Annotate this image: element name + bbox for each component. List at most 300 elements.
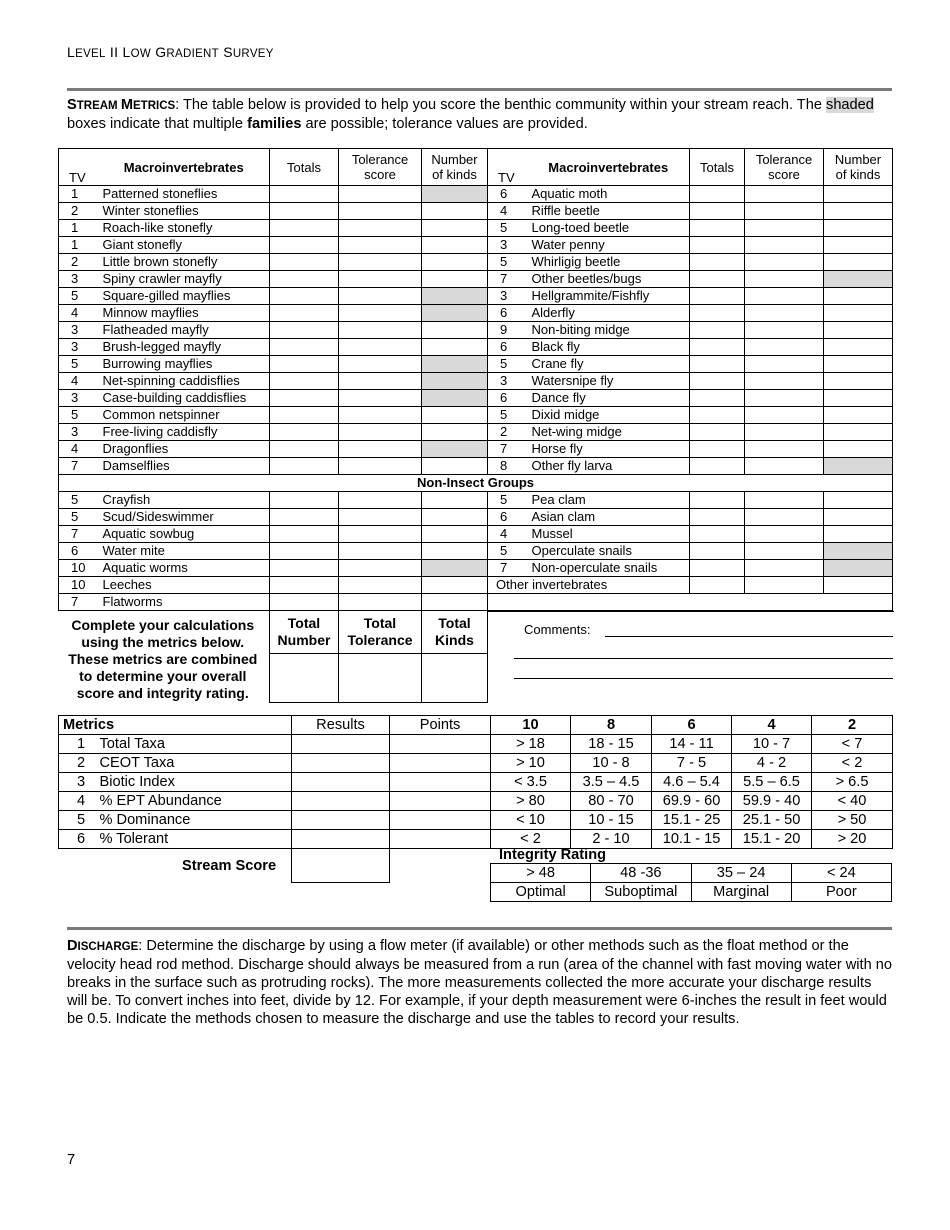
totals-input[interactable] (690, 441, 745, 458)
tolerance-input[interactable] (745, 186, 824, 203)
metric-number: 1 (59, 735, 100, 754)
kinds-input[interactable] (824, 509, 893, 526)
kinds-input[interactable] (824, 356, 893, 373)
stream-score-input[interactable] (291, 846, 390, 883)
tolerance-input[interactable] (745, 305, 824, 322)
totals-input[interactable] (690, 577, 745, 594)
tolerance-input[interactable] (745, 441, 824, 458)
tolerance-input[interactable] (745, 526, 824, 543)
kinds-input[interactable] (824, 560, 893, 577)
tv-value: 5 (488, 220, 528, 237)
kinds-input[interactable] (824, 254, 893, 271)
totals-input[interactable] (270, 560, 339, 577)
kinds-input[interactable] (422, 220, 488, 237)
criteria-cell: > 18 (491, 735, 571, 754)
tolerance-input[interactable] (745, 407, 824, 424)
criteria-cell: > 6.5 (812, 773, 893, 792)
kinds-input[interactable] (824, 220, 893, 237)
taxon-name: Dance fly (528, 390, 690, 407)
macroinvertebrate-table (58, 148, 893, 703)
totals-input[interactable] (690, 237, 745, 254)
totals-input[interactable] (270, 543, 339, 560)
table-row (59, 322, 893, 339)
metric-row (59, 811, 893, 830)
kinds-input[interactable] (824, 305, 893, 322)
totals-row: Complete your calculations using the metrics below. These metrics are combined to determine your overall score and integrity rating. Total Number Total Tolerance Total Kinds Comments: (59, 611, 893, 654)
results-input[interactable] (292, 754, 390, 773)
metric-row (59, 735, 893, 754)
page-header: LEVEL II LOW GRADIENT SURVEY (67, 44, 274, 60)
tolerance-input[interactable] (745, 322, 824, 339)
results-input[interactable] (292, 773, 390, 792)
table-row (59, 288, 893, 305)
criteria-cell: > 20 (812, 830, 893, 849)
metric-name: % EPT Abundance (100, 792, 292, 811)
kinds-input[interactable] (422, 288, 488, 305)
kinds-input[interactable] (824, 458, 893, 475)
tv-value: 5 (488, 492, 528, 509)
totals-input[interactable] (690, 407, 745, 424)
taxon-name: Square-gilled mayflies (99, 288, 270, 305)
kinds-input[interactable] (824, 339, 893, 356)
tv-value: 1 (59, 237, 99, 254)
tolerance-input[interactable] (339, 560, 422, 577)
table-row (59, 594, 893, 611)
metric-number: 2 (59, 754, 100, 773)
total-tolerance-input[interactable] (339, 654, 422, 702)
kinds-input[interactable] (824, 390, 893, 407)
tolerance-input[interactable] (339, 373, 422, 390)
criteria-cell: 4.6 – 5.4 (652, 773, 732, 792)
tv-value: 2 (488, 424, 528, 441)
taxon-name: Dixid midge (528, 407, 690, 424)
tv-value: 7 (59, 594, 99, 611)
totals-input[interactable] (270, 186, 339, 203)
kinds-input[interactable] (824, 373, 893, 390)
tv-value: 6 (488, 339, 528, 356)
kinds-input[interactable] (824, 577, 893, 594)
totals-input[interactable] (270, 526, 339, 543)
tolerance-input[interactable] (745, 424, 824, 441)
table-row (59, 305, 893, 322)
totals-input[interactable] (270, 322, 339, 339)
kinds-input[interactable] (824, 203, 893, 220)
taxon-name: Aquatic moth (528, 186, 690, 203)
totals-input[interactable] (690, 390, 745, 407)
kinds-input[interactable] (422, 492, 488, 509)
tv-value: 5 (59, 356, 99, 373)
kinds-input[interactable] (824, 237, 893, 254)
kinds-input[interactable] (824, 322, 893, 339)
tolerance-input[interactable] (745, 339, 824, 356)
totals-input[interactable] (690, 424, 745, 441)
totals-input[interactable] (270, 203, 339, 220)
tolerance-input[interactable] (339, 356, 422, 373)
tolerance-input[interactable] (339, 407, 422, 424)
metric-row (59, 754, 893, 773)
taxon-name: Flatheaded mayfly (99, 322, 270, 339)
taxon-name: Whirligig beetle (528, 254, 690, 271)
tolerance-input[interactable] (339, 203, 422, 220)
tolerance-input[interactable] (745, 543, 824, 560)
taxon-name: Non-biting midge (528, 322, 690, 339)
tolerance-input[interactable] (745, 390, 824, 407)
criteria-cell: 59.9 - 40 (732, 792, 812, 811)
tolerance-input[interactable] (339, 271, 422, 288)
criteria-cell: < 2 (491, 830, 571, 849)
kinds-input[interactable] (422, 390, 488, 407)
kinds-input[interactable] (422, 577, 488, 594)
totals-input[interactable] (270, 577, 339, 594)
taxon-name: Hellgrammite/Fishfly (528, 288, 690, 305)
tolerance-input[interactable] (339, 424, 422, 441)
tolerance-input[interactable] (339, 492, 422, 509)
tv-value: 6 (488, 186, 528, 203)
tolerance-input[interactable] (339, 441, 422, 458)
totals-input[interactable] (690, 356, 745, 373)
taxon-name: Aquatic worms (99, 560, 270, 577)
points-input[interactable] (390, 735, 491, 754)
taxon-name: Net-wing midge (528, 424, 690, 441)
taxon-name: Long-toed beetle (528, 220, 690, 237)
taxon-name: Other beetles/bugs (528, 271, 690, 288)
totals-input[interactable] (690, 254, 745, 271)
kinds-input[interactable] (824, 441, 893, 458)
tv-value: 3 (59, 271, 99, 288)
taxon-name: Roach-like stonefly (99, 220, 270, 237)
kinds-input[interactable] (824, 407, 893, 424)
criteria-cell: < 40 (812, 792, 893, 811)
tv-value: 1 (59, 186, 99, 203)
taxon-name: Water penny (528, 237, 690, 254)
tolerance-input[interactable] (745, 373, 824, 390)
tv-value: 5 (488, 543, 528, 560)
criteria-cell: 5.5 – 6.5 (732, 773, 812, 792)
criteria-cell: 25.1 - 50 (732, 811, 812, 830)
points-input[interactable] (390, 754, 491, 773)
kinds-input[interactable] (422, 186, 488, 203)
kinds-input[interactable] (422, 373, 488, 390)
integrity-label: Optimal (491, 883, 591, 902)
tolerance-input[interactable] (339, 237, 422, 254)
tolerance-input[interactable] (745, 220, 824, 237)
kinds-input[interactable] (422, 424, 488, 441)
criteria-cell: > 50 (812, 811, 893, 830)
kinds-input[interactable] (824, 271, 893, 288)
criteria-cell: 10.1 - 15 (652, 830, 732, 849)
tolerance-input[interactable] (339, 543, 422, 560)
tolerance-input[interactable] (339, 577, 422, 594)
tolerance-input[interactable] (339, 458, 422, 475)
totals-input[interactable] (270, 424, 339, 441)
integrity-label: Poor (791, 883, 891, 902)
criteria-cell: > 10 (491, 754, 571, 773)
shaded-word: shaded (826, 97, 874, 113)
taxon-name: Non-operculate snails (528, 560, 690, 577)
taxon-name: Burrowing mayflies (99, 356, 270, 373)
points-input[interactable] (390, 773, 491, 792)
totals-input[interactable] (690, 322, 745, 339)
totals-input[interactable] (690, 186, 745, 203)
tolerance-input[interactable] (339, 390, 422, 407)
criteria-cell: 18 - 15 (571, 735, 652, 754)
integrity-rating-table (490, 863, 892, 902)
kinds-input[interactable] (422, 526, 488, 543)
tv-value: 7 (488, 441, 528, 458)
empty-cell (488, 594, 893, 611)
totals-input[interactable] (690, 458, 745, 475)
totals-input[interactable] (270, 356, 339, 373)
integrity-labels-row (491, 883, 892, 902)
taxon-name: Brush-legged mayfly (99, 339, 270, 356)
kinds-input[interactable] (422, 509, 488, 526)
tolerance-input[interactable] (339, 339, 422, 356)
totals-input[interactable] (690, 271, 745, 288)
taxon-name: Scud/Sideswimmer (99, 509, 270, 526)
kinds-input[interactable] (422, 356, 488, 373)
kinds-input[interactable] (824, 492, 893, 509)
metric-row (59, 830, 893, 849)
tolerance-input[interactable] (745, 254, 824, 271)
tolerance-input[interactable] (339, 186, 422, 203)
tv-value: 9 (488, 322, 528, 339)
kinds-input[interactable] (422, 271, 488, 288)
kinds-input[interactable] (422, 339, 488, 356)
tv-value: 5 (488, 254, 528, 271)
tv-value: 3 (488, 288, 528, 305)
tv-value: 1 (59, 220, 99, 237)
metric-name: % Tolerant (100, 830, 292, 849)
tv-value: 4 (488, 526, 528, 543)
totals-input[interactable] (270, 305, 339, 322)
table-row (59, 356, 893, 373)
kinds-input[interactable] (422, 237, 488, 254)
points-input[interactable] (390, 830, 491, 849)
criteria-cell: 15.1 - 20 (732, 830, 812, 849)
tolerance-input[interactable] (339, 322, 422, 339)
kinds-input[interactable] (422, 543, 488, 560)
totals-input[interactable] (270, 509, 339, 526)
table-row (59, 526, 893, 543)
tolerance-input[interactable] (745, 560, 824, 577)
tolerance-input[interactable] (745, 271, 824, 288)
tolerance-input[interactable] (745, 203, 824, 220)
totals-input[interactable] (270, 441, 339, 458)
criteria-cell: > 80 (491, 792, 571, 811)
tolerance-input[interactable] (745, 577, 824, 594)
taxon-name: Winter stoneflies (99, 203, 270, 220)
totals-input[interactable] (270, 492, 339, 509)
taxon-name: Damselflies (99, 458, 270, 475)
integrity-range: 35 – 24 (691, 864, 791, 883)
metric-name: CEOT Taxa (100, 754, 292, 773)
tolerance-input[interactable] (745, 356, 824, 373)
tv-value: 3 (59, 424, 99, 441)
tv-value: 6 (488, 509, 528, 526)
discharge-paragraph: DISCHARGE: Determine the discharge by using a flow meter (if available) or other methods such as the float method or the velocity head rod method. Discharge should always be measured from a run (area of the channel with fast moving water with no breaks in the surface such as protruding rocks). The more measurements collected the more accurate your discharge results will be. To convert inches into feet, divide by 12. For example, if your depth measurement were 6-inches the result in feet would be 0.5. Indicate the methods chosen to measure the discharge and use the tables to record your results. (67, 938, 892, 1027)
totals-input[interactable] (690, 509, 745, 526)
tv-value: 5 (59, 288, 99, 305)
total-number-input[interactable] (270, 654, 339, 702)
taxon-name: Black fly (528, 339, 690, 356)
taxon-name: Alderfly (528, 305, 690, 322)
taxon-name: Other fly larva (528, 458, 690, 475)
comments-line[interactable] (514, 658, 893, 659)
table-row (59, 271, 893, 288)
taxon-name: Watersnipe fly (528, 373, 690, 390)
criteria-cell: 15.1 - 25 (652, 811, 732, 830)
totals-input[interactable] (270, 254, 339, 271)
divider (67, 927, 892, 930)
kinds-input[interactable] (422, 594, 488, 611)
kinds-input[interactable] (422, 254, 488, 271)
criteria-cell: < 3.5 (491, 773, 571, 792)
table-row (59, 254, 893, 271)
totals-input[interactable] (690, 203, 745, 220)
results-input[interactable] (292, 792, 390, 811)
stream-metrics-intro: STREAM METRICS: The table below is provided to help you score the benthic community within your stream reach. The shaded boxes indicate that multiple families are possible; tolerance values are provided. (67, 97, 874, 132)
tv-value: 3 (59, 322, 99, 339)
tolerance-input[interactable] (339, 526, 422, 543)
non-insect-header-row: Non-Insect Groups (59, 475, 893, 492)
tolerance-input[interactable] (339, 509, 422, 526)
tv-value: 4 (59, 305, 99, 322)
criteria-cell: 4 - 2 (732, 754, 812, 773)
taxon-name: Dragonflies (99, 441, 270, 458)
tv-value: 7 (59, 458, 99, 475)
table-row (59, 203, 893, 220)
total-kinds-input[interactable] (422, 654, 488, 702)
kinds-input[interactable] (422, 322, 488, 339)
totals-input[interactable] (690, 492, 745, 509)
totals-input[interactable] (690, 220, 745, 237)
tolerance-input[interactable] (745, 458, 824, 475)
metric-name: Total Taxa (100, 735, 292, 754)
table-header-row: TV Macroinvertebrates Totals Tolerance score Number of kinds TV Macroinvertebrates Totals Tolerance score Number of kinds (59, 149, 893, 186)
tolerance-input[interactable] (745, 237, 824, 254)
taxon-name: Common netspinner (99, 407, 270, 424)
table-row (59, 458, 893, 475)
taxon-name: Free-living caddisfly (99, 424, 270, 441)
table-row (59, 492, 893, 509)
kinds-input[interactable] (422, 407, 488, 424)
integrity-range: > 48 (491, 864, 591, 883)
tolerance-input[interactable] (745, 492, 824, 509)
totals-input[interactable] (690, 373, 745, 390)
totals-input[interactable] (690, 288, 745, 305)
metric-name: Biotic Index (100, 773, 292, 792)
kinds-input[interactable] (824, 186, 893, 203)
totals-input[interactable] (690, 543, 745, 560)
metric-number: 5 (59, 811, 100, 830)
tolerance-input[interactable] (339, 220, 422, 237)
taxon-name: Minnow mayflies (99, 305, 270, 322)
totals-input[interactable] (690, 305, 745, 322)
totals-input[interactable] (270, 288, 339, 305)
criteria-cell: 2 - 10 (571, 830, 652, 849)
taxon-name: Riffle beetle (528, 203, 690, 220)
tv-value: 5 (59, 492, 99, 509)
results-input[interactable] (292, 735, 390, 754)
kinds-input[interactable] (422, 305, 488, 322)
totals-input[interactable] (270, 458, 339, 475)
taxon-name: Spiny crawler mayfly (99, 271, 270, 288)
totals-input[interactable] (270, 407, 339, 424)
criteria-cell: < 7 (812, 735, 893, 754)
kinds-input[interactable] (824, 288, 893, 305)
totals-input[interactable] (270, 237, 339, 254)
kinds-input[interactable] (824, 526, 893, 543)
kinds-input[interactable] (824, 543, 893, 560)
tv-value: 2 (59, 203, 99, 220)
totals-input[interactable] (270, 373, 339, 390)
totals-input[interactable] (270, 594, 339, 611)
table-row (59, 220, 893, 237)
tv-value: 10 (59, 577, 99, 594)
totals-input[interactable] (690, 339, 745, 356)
totals-input[interactable] (270, 390, 339, 407)
points-input[interactable] (390, 811, 491, 830)
tolerance-input[interactable] (339, 288, 422, 305)
kinds-input[interactable] (824, 424, 893, 441)
comments-line[interactable] (514, 678, 893, 679)
totals-input[interactable] (690, 560, 745, 577)
tolerance-input[interactable] (339, 594, 422, 611)
results-input[interactable] (292, 811, 390, 830)
tv-value: 8 (488, 458, 528, 475)
table-row (59, 186, 893, 203)
integrity-rating-title: Integrity Rating (499, 847, 607, 863)
comments-line[interactable] (605, 636, 893, 637)
tv-value: 3 (59, 339, 99, 356)
tolerance-input[interactable] (745, 509, 824, 526)
table-row (59, 543, 893, 560)
table-row (59, 373, 893, 390)
tv-value: 7 (488, 560, 528, 577)
taxon-name: Leeches (99, 577, 270, 594)
kinds-input[interactable] (422, 560, 488, 577)
tolerance-input[interactable] (339, 305, 422, 322)
taxon-name: Asian clam (528, 509, 690, 526)
kinds-input[interactable] (422, 458, 488, 475)
other-invertebrates-label: Other invertebrates (488, 577, 690, 594)
table-row (59, 577, 893, 594)
points-input[interactable] (390, 792, 491, 811)
totals-input[interactable] (270, 220, 339, 237)
table-row (59, 509, 893, 526)
totals-input[interactable] (690, 526, 745, 543)
totals-input[interactable] (270, 271, 339, 288)
tolerance-input[interactable] (339, 254, 422, 271)
taxon-name: Case-building caddisflies (99, 390, 270, 407)
totals-input[interactable] (270, 339, 339, 356)
table-row (59, 407, 893, 424)
taxon-name: Giant stonefly (99, 237, 270, 254)
tv-value: 5 (488, 356, 528, 373)
tv-value: 7 (59, 526, 99, 543)
kinds-input[interactable] (422, 203, 488, 220)
integrity-range: 48 -36 (591, 864, 691, 883)
divider (67, 88, 892, 91)
taxon-name: Mussel (528, 526, 690, 543)
tv-value: 4 (59, 441, 99, 458)
tv-value: 4 (59, 373, 99, 390)
taxon-name: Net-spinning caddisflies (99, 373, 270, 390)
kinds-input[interactable] (422, 441, 488, 458)
tolerance-input[interactable] (745, 288, 824, 305)
integrity-ranges-row (491, 864, 892, 883)
metric-name: % Dominance (100, 811, 292, 830)
